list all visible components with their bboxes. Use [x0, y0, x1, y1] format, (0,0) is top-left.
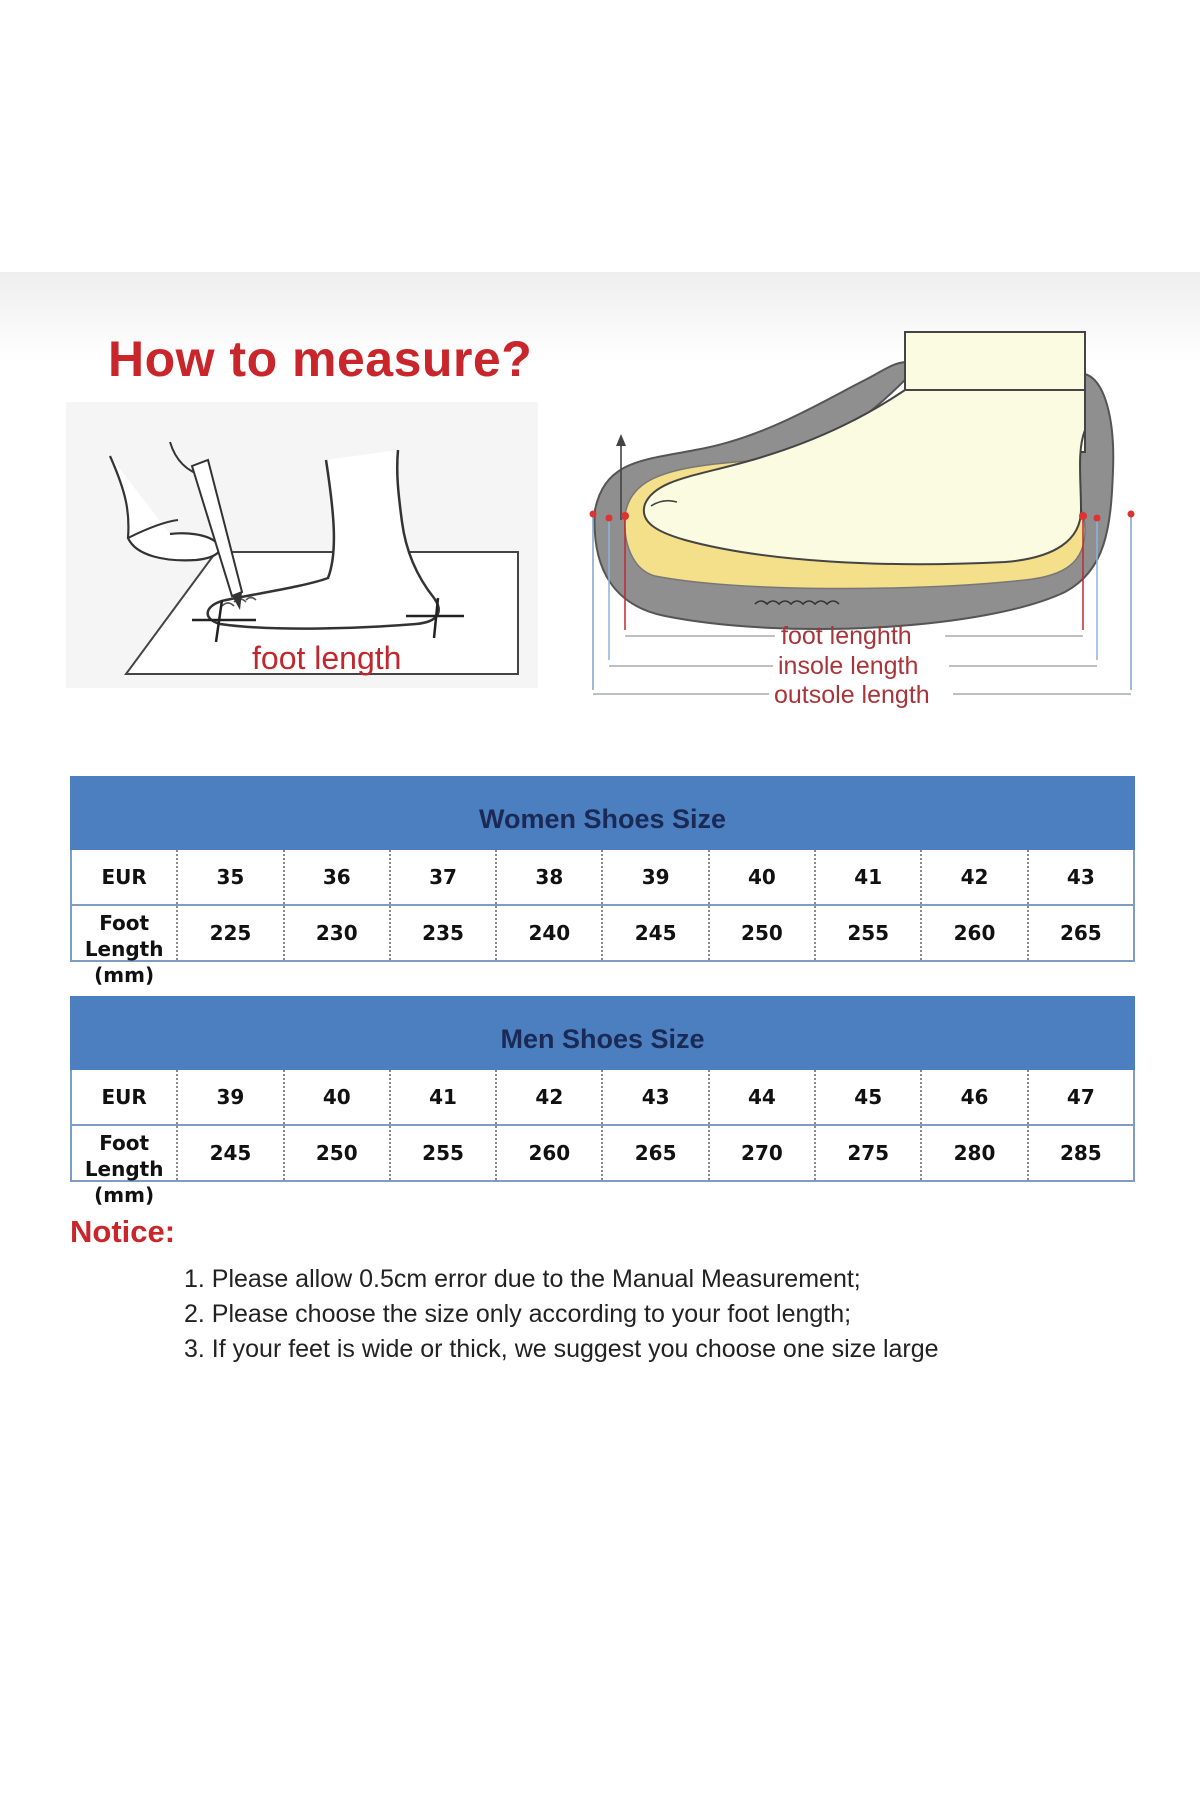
table-cell: 275 — [815, 1125, 921, 1181]
table-cell: 43 — [602, 1069, 708, 1125]
women-table-title: Women Shoes Size — [71, 777, 1134, 849]
women-foot-length-label: Foot Length (mm) — [84, 911, 164, 987]
table-cell: 255 — [390, 1125, 496, 1181]
men-foot-length-row — [71, 1125, 1134, 1181]
insole-length-label: insole length — [778, 652, 919, 680]
men-foot-length-label-cell — [71, 1125, 177, 1207]
women-eur-label: EUR — [71, 849, 177, 905]
table-cell: 250 — [709, 905, 815, 961]
men-foot-length-label: Foot Length (mm) — [84, 1131, 164, 1207]
table-cell: 255 — [815, 905, 921, 961]
table-cell: 45 — [815, 1069, 921, 1125]
table-cell: 43 — [1028, 849, 1134, 905]
men-table-title: Men Shoes Size — [71, 997, 1134, 1069]
table-cell: 40 — [709, 849, 815, 905]
men-table-header-row — [71, 997, 1134, 1069]
table-cell: 265 — [602, 1125, 708, 1181]
men-size-table — [70, 996, 1135, 1207]
notice-item: 3. If your feet is wide or thick, we suggest you choose one size large — [184, 1335, 939, 1363]
table-cell: 40 — [284, 1069, 390, 1125]
page-title: How to measure? — [108, 331, 533, 387]
table-cell: 240 — [496, 905, 602, 961]
notice-title: Notice: — [70, 1214, 176, 1249]
table-cell: 47 — [1028, 1069, 1134, 1125]
table-cell: 39 — [602, 849, 708, 905]
women-size-table — [70, 776, 1135, 987]
table-cell: 39 — [177, 1069, 283, 1125]
foot-length-label: foot length — [252, 640, 402, 676]
table-cell: 42 — [496, 1069, 602, 1125]
table-cell: 46 — [921, 1069, 1027, 1125]
table-cell: 245 — [602, 905, 708, 961]
table-cell: 44 — [709, 1069, 815, 1125]
women-eur-row — [71, 849, 1134, 905]
table-cell: 265 — [1028, 905, 1134, 961]
notice-item: 2. Please choose the size only according to your foot length; — [184, 1300, 852, 1328]
table-cell: 260 — [496, 1125, 602, 1181]
table-cell: 285 — [1028, 1125, 1134, 1181]
men-eur-row — [71, 1069, 1134, 1125]
table-cell: 38 — [496, 849, 602, 905]
table-cell: 270 — [709, 1125, 815, 1181]
women-foot-length-row — [71, 905, 1134, 961]
table-cell: 41 — [390, 1069, 496, 1125]
table-cell: 245 — [177, 1125, 283, 1181]
notice-list — [184, 1262, 939, 1367]
foot-lenghth-label: foot lenghth — [781, 622, 912, 650]
table-cell: 41 — [815, 849, 921, 905]
table-cell: 280 — [921, 1125, 1027, 1181]
table-cell: 37 — [390, 849, 496, 905]
women-foot-length-label-cell — [71, 905, 177, 987]
women-table-header-row — [71, 777, 1134, 849]
notice-item: 1. Please allow 0.5cm error due to the Manual Measurement; — [184, 1265, 861, 1293]
table-cell: 35 — [177, 849, 283, 905]
table-cell: 250 — [284, 1125, 390, 1181]
outsole-length-label: outsole length — [774, 681, 930, 709]
men-eur-label: EUR — [71, 1069, 177, 1125]
table-cell: 235 — [390, 905, 496, 961]
table-cell: 230 — [284, 905, 390, 961]
table-cell: 225 — [177, 905, 283, 961]
table-cell: 260 — [921, 905, 1027, 961]
table-cell: 36 — [284, 849, 390, 905]
table-cell: 42 — [921, 849, 1027, 905]
